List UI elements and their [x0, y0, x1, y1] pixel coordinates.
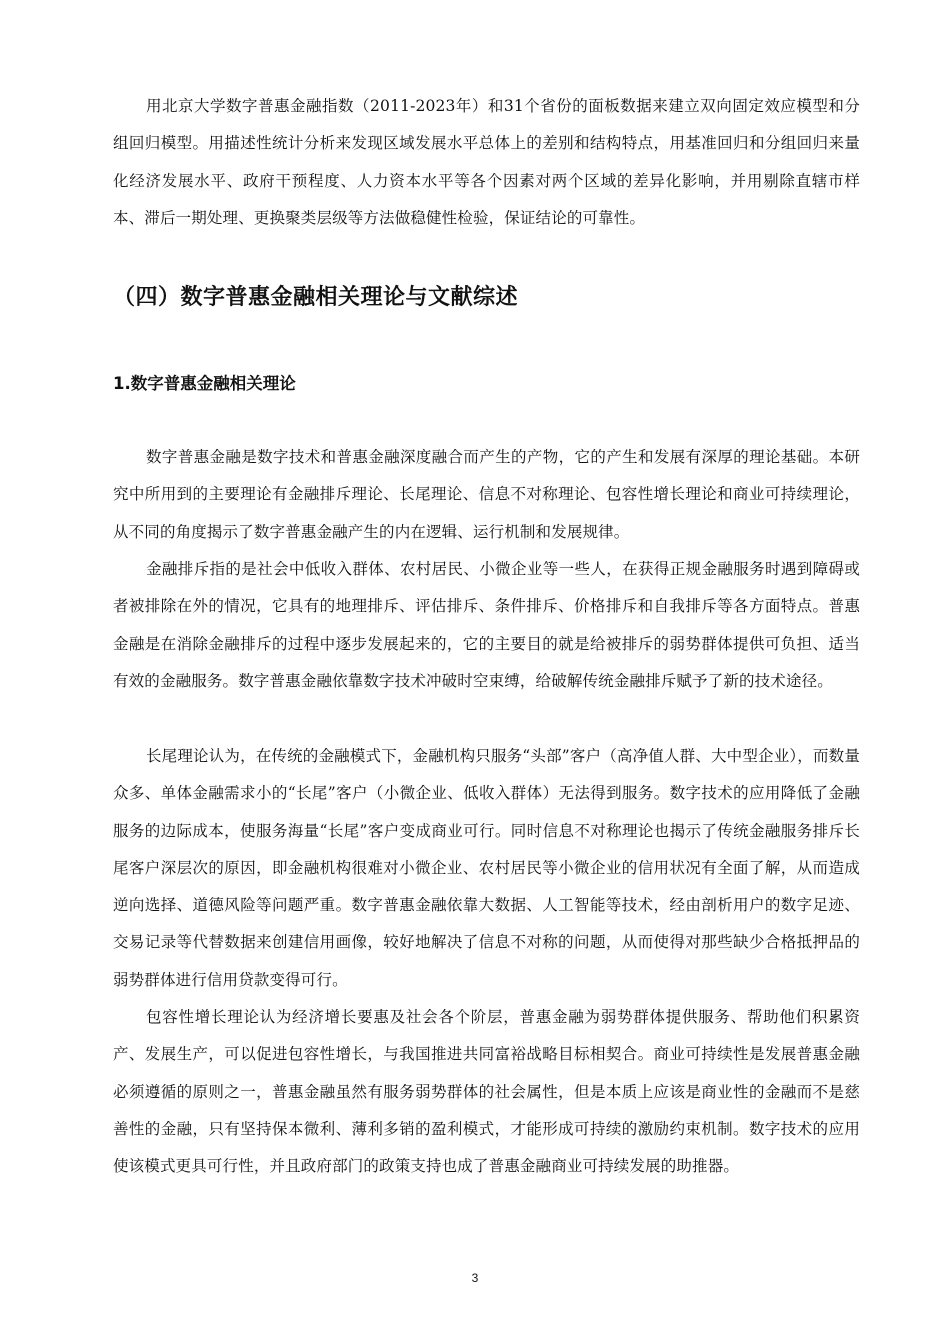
body-paragraph: 金融排斥指的是社会中低收入群体、农村居民、小微企业等一些人，在获得正规金融服务时遇到障碍或者被排除在外的情况，它具有的地理排斥、评估排斥、条件排斥、价格排斥和自我排斥等各方面特点。普惠金融是在消除金融排斥的过程中逐步发展起来的，它的主要目的就是给被排斥的弱势群体提供可负担、适当有效的金融服务。数字普惠金融依靠数字技术冲破时空束缚，给破解传统金融排斥赋予了新的技术途径。 — [113, 560, 860, 690]
intro-paragraph: 用北京大学数字普惠金融指数（2011-2023年）和31个省份的面板数据来建立双向固定效应模型和分组回归模型。用描述性统计分析来发现区域发展水平总体上的差别和结构特点，用基准回归和分组回归来量化经济发展水平、政府干预程度、人力资本水平等各个因素对两个区域的差异化影响，并用剔除直辖市样本、滞后一期处理、更换聚类层级等方法做稳健性检验，保证结论的可靠性。 — [113, 97, 860, 227]
page-number: 3 — [471, 1271, 479, 1285]
subsection-heading: 1.数字普惠金融相关理论 — [113, 374, 296, 393]
body-paragraph: 包容性增长理论认为经济增长要惠及社会各个阶层，普惠金融为弱势群体提供服务、帮助他们积累资产、发展生产，可以促进包容性增长，与我国推进共同富裕战略目标相契合。商业可持续性是发展普惠金融必须遵循的原则之一，普惠金融虽然有服务弱势群体的社会属性，但是本质上应该是商业性的金融而不是慈善性的金融，只有坚持保本微利、薄利多销的盈利模式，才能形成可持续的激励约束机制。数字技术的应用使该模式更具可行性，并且政府部门的政策支持也成了普惠金融商业可持续发展的助推器。 — [113, 1008, 860, 1176]
section-heading: （四）数字普惠金融相关理论与文献综述 — [113, 285, 519, 310]
body-paragraph: 长尾理论认为，在传统的金融模式下，金融机构只服务“头部”客户（高净值人群、大中型企业），而数量众多、单体金融需求小的“长尾”客户（小微企业、低收入群体）无法得到服务。数字技术的应用降低了金融服务的边际成本，使服务海量“长尾”客户变成商业可行。同时信息不对称理论也揭示了传统金融服务排斥长尾客户深层次的原因，即金融机构很难对小微企业、农村居民等小微企业的信用状况有全面了解，从而造成逆向选择、道德风险等问题严重。数字普惠金融依靠大数据、人工智能等技术，经由剖析用户的数字足迹、交易记录等代替数据来创建信用画像，较好地解决了信息不对称的问题，从而使得对那些缺少合格抵押品的弱势群体进行信用贷款变得可行。 — [113, 747, 860, 989]
body-paragraph: 数字普惠金融是数字技术和普惠金融深度融合而产生的产物，它的产生和发展有深厚的理论基础。本研究中所用到的主要理论有金融排斥理论、长尾理论、信息不对称理论、包容性增长理论和商业可持续理论，从不同的角度揭示了数字普惠金融产生的内在逻辑、运行机制和发展规律。 — [113, 448, 860, 541]
